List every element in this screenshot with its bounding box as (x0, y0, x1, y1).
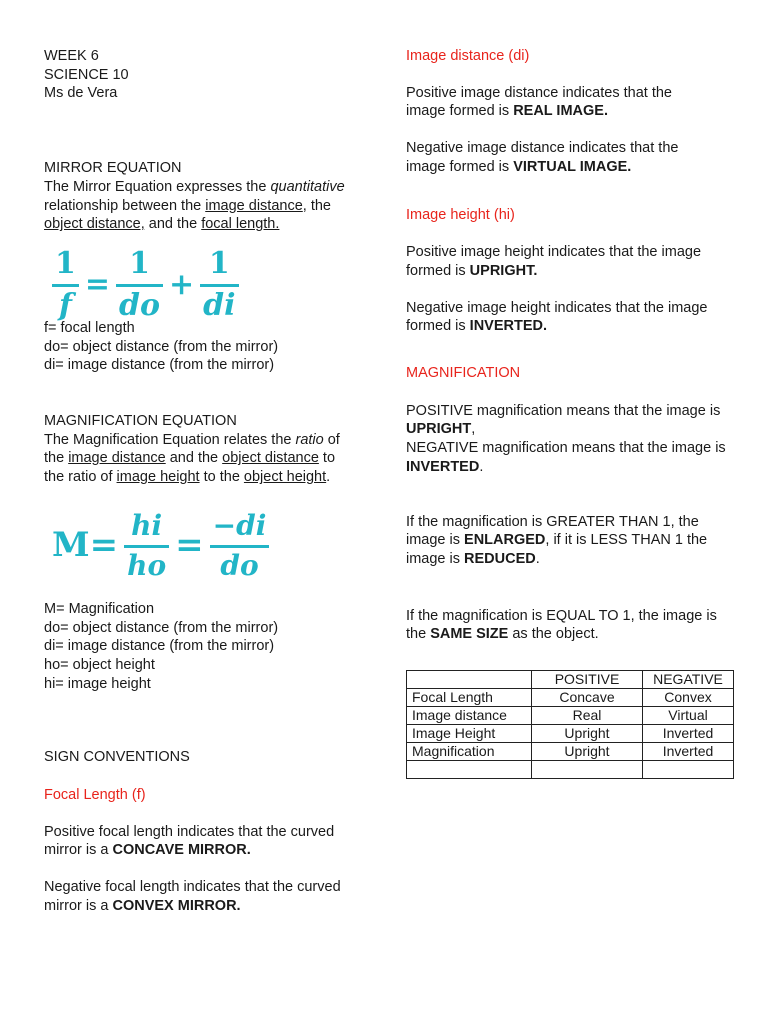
plus-sign: + (169, 266, 195, 302)
focal-length-heading: Focal Length (f) (44, 787, 146, 804)
magnification-formula (52, 508, 364, 582)
image-height-negative-text: Negative image height indicates that the image formed is INVERTED. (406, 299, 708, 335)
image-distance-heading: Image distance (di) (406, 48, 530, 64)
table-cell: Convex (643, 689, 734, 707)
focal-positive-text: Positive focal length indicates that the curved mirror is a CONCAVE MIRROR. (44, 823, 335, 859)
table-row (407, 707, 734, 725)
table-header-cell: NEGATIVE (643, 671, 734, 689)
table-cell: Virtual (643, 707, 734, 725)
table-header-row (407, 671, 734, 689)
table-row (407, 743, 734, 761)
legend-do: do= object distance (from the mirror) (44, 619, 279, 636)
legend-di: di= image distance (from the mirror) (44, 638, 275, 655)
table-cell: Image distance (407, 707, 532, 725)
sign-convention-table (406, 670, 734, 779)
table-cell (407, 761, 532, 779)
table-header-cell (407, 671, 532, 689)
table-cell: Inverted (643, 743, 734, 761)
image-height-positive-text: Positive image height indicates that the image formed is UPRIGHT. (406, 244, 702, 279)
left-column (44, 47, 364, 916)
image-distance-positive-text: Positive image distance indicates that the image formed is REAL IMAGE. (406, 84, 672, 120)
subject-label: SCIENCE 10 (44, 66, 129, 83)
table-row (407, 725, 734, 743)
table-row (407, 761, 734, 779)
magnification-equation-heading: MAGNIFICATION EQUATION (44, 413, 237, 430)
table-cell: Real (532, 707, 643, 725)
table-row (407, 689, 734, 707)
table-cell: Focal Length (407, 689, 532, 707)
table-header-cell: POSITIVE (532, 671, 643, 689)
magnification-positive-text: POSITIVE magnification means that the image is UPRIGHT, (406, 402, 721, 438)
fraction-hi-over-ho: $\frac{hi}{ho}$ (124, 512, 169, 580)
week-label: WEEK 6 (44, 48, 99, 64)
sign-conventions-heading: SIGN CONVENTIONS (44, 749, 190, 766)
table-cell: Upright (532, 725, 643, 743)
legend-hi: hi= image height (44, 675, 151, 692)
table-cell: Magnification (407, 743, 532, 761)
legend-m: M= Magnification (44, 600, 155, 617)
table-cell: Concave (532, 689, 643, 707)
table-cell: Inverted (643, 725, 734, 743)
fraction-one-over-do: $\frac{1}{do}$ (116, 249, 163, 321)
mirror-equation-intro: The Mirror Equation expresses the quantitative relationship between the image distance, the object distance, and the focal length. (44, 178, 345, 233)
right-column (406, 47, 736, 779)
image-distance-negative-text: Negative image distance indicates that the image formed is VIRTUAL IMAGE. (406, 140, 679, 175)
magnification-symbol: M= (52, 525, 119, 566)
legend-f: f= focal length (44, 319, 135, 336)
table-cell: Upright (532, 743, 643, 761)
magnification-equation-intro: The Magnification Equation relates the ratio of the image distance and the object distance to the ratio of image height to the object height. (44, 431, 340, 486)
table-cell (643, 761, 734, 779)
legend-di: di= image distance (from the mirror) (44, 357, 275, 374)
fraction-neg-di-over-do: $\frac{-di}{do}$ (210, 512, 270, 580)
magnification-equal-text: If the magnification is EQUAL TO 1, the image is the SAME SIZE as the object. (406, 607, 717, 643)
magnification-negative-text: NEGATIVE magnification means that the image is INVERTED. (406, 440, 726, 475)
legend-ho: ho= object height (44, 656, 155, 673)
image-height-heading: Image height (hi) (406, 206, 515, 223)
legend-do: do= object distance (from the mirror) (44, 338, 279, 355)
equals-sign: = (175, 525, 204, 566)
equals-sign: = (84, 266, 111, 302)
focal-negative-text: Negative focal length indicates that the curved mirror is a CONVEX MIRROR. (44, 879, 341, 914)
teacher-label: Ms de Vera (44, 85, 118, 102)
mirror-formula (52, 245, 364, 323)
fraction-one-over-di: $\frac{1}{di}$ (200, 249, 238, 321)
magnification-heading: MAGNIFICATION (406, 365, 521, 382)
fraction-one-over-f: $\frac{1}{f}$ (52, 249, 79, 321)
table-cell (532, 761, 643, 779)
magnification-greater-text: If the magnification is GREATER THAN 1, the image is ENLARGED, if it is LESS THAN 1 the image is REDUCED. (406, 513, 708, 567)
mirror-equation-heading: MIRROR EQUATION (44, 160, 182, 177)
table-cell: Image Height (407, 725, 532, 743)
